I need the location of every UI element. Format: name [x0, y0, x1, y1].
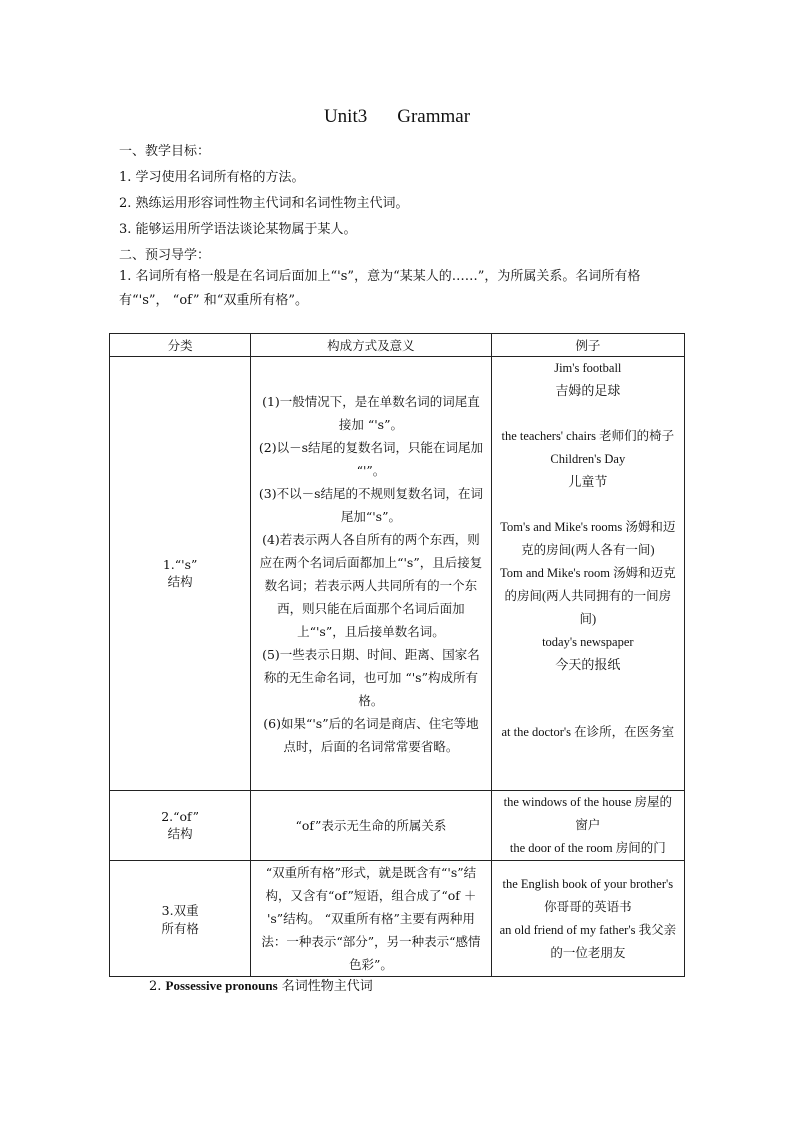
row2-rule: “of”表示无生命的所属关系 [251, 791, 491, 861]
example-4: the teachers' chairs 老师们的椅子 [501, 429, 675, 443]
row1-rules [251, 357, 491, 791]
preview-intro: 1. 名词所有格一般是在名词后面加上“'s”，意为“某某人的……”，为所属关系。名词所有格有“'s”， “of” 和“双重所有格”。 [119, 269, 641, 308]
footer-bold: Possessive pronouns [165, 978, 278, 993]
row2-examples: the windows of the house 房屋的窗户 the door of the room 房间的门 [491, 791, 684, 861]
example-8: Tom's and Mike's rooms 汤姆和迈克的房间(两人各有一间) [500, 520, 676, 557]
objective-item-3: 3. 能够运用所学语法谈论某物属于某人。 [119, 222, 357, 237]
example-2: 吉姆的足球 [555, 384, 621, 399]
rule-1: (1)一般情况下，是在单数名词的词尾直接加 “'s”。 [262, 393, 480, 432]
row3-examples: the English book of your brother's 你哥哥的英语书 an old friend of my father's 我父亲的一位老朋友 [491, 861, 684, 977]
title-topic: Grammar [397, 106, 471, 127]
title-unit: Unit3 [323, 106, 368, 127]
objective-item-1: 1. 学习使用名词所有格的方法。 [119, 170, 305, 185]
rule-2: (2)以－s结尾的复数名词，只能在词尾加 “'”。 [258, 439, 483, 478]
objectives-heading: 一、教学目标： [119, 144, 211, 159]
rule-4: (4)若表示两人各自所有的两个东西，则应在两个名词后面都加上“'s”，且后接复数名词；若表示两人共同所有的一个东西，则只能在后面那个名词后面加上“'s”，且后接单数名词。 [259, 531, 483, 639]
table-row [110, 861, 685, 977]
example-14: at the doctor's 在诊所，在医务室 [501, 725, 675, 739]
rule-3: (3)不以－s结尾的不规则复数名词，在词尾加“'s”。 [258, 485, 483, 524]
example-11: 今天的报纸 [555, 658, 621, 673]
grammar-table [109, 333, 685, 977]
objective-item-2: 2. 熟练运用形容词性物主代词和名词性物主代词。 [119, 196, 409, 211]
example-5: Children's Day [550, 452, 626, 466]
row3-category: 3.双重 所有格 [110, 861, 251, 977]
row1-category: 1.“'s” 结构 [110, 357, 251, 791]
row1-examples [491, 357, 684, 791]
header-examples: 例子 [491, 334, 684, 357]
example-1: Jim's football [554, 361, 622, 375]
header-category: 分类 [110, 334, 251, 357]
page-title [0, 106, 794, 128]
row3-rule: “双重所有格”形式，就是既含有“'s”结构，又含有“of”短语，组合成了“of ＋ 's”结构。 “双重所有格”主要有两种用法：一种表示“部分”，另一种表示“感情色彩”。 [251, 861, 491, 977]
table-row [110, 791, 685, 861]
example-6: 儿童节 [568, 475, 608, 490]
preview-heading: 二、预习导学： [119, 248, 211, 263]
example-10: today's newspaper [542, 635, 634, 649]
row2-category: 2.“of” 结构 [110, 791, 251, 861]
header-formation: 构成方式及意义 [251, 334, 491, 357]
table-header-row [110, 334, 685, 357]
rule-6: (6)如果“'s”后的名词是商店、住宅等地点时，后面的名词常常要省略。 [263, 715, 479, 754]
example-9: Tom and Mike's room 汤姆和迈克的房间(两人共同拥有的一间房间) [499, 566, 676, 626]
rule-5: (5)一些表示日期、时间、距离、国家名称的无生命名词，也可加 “'s”构成所有格。 [262, 646, 480, 708]
section-possessive-pronouns: 2. Possessive pronouns 名词性物主代词 [149, 978, 373, 994]
table-row [110, 357, 685, 791]
